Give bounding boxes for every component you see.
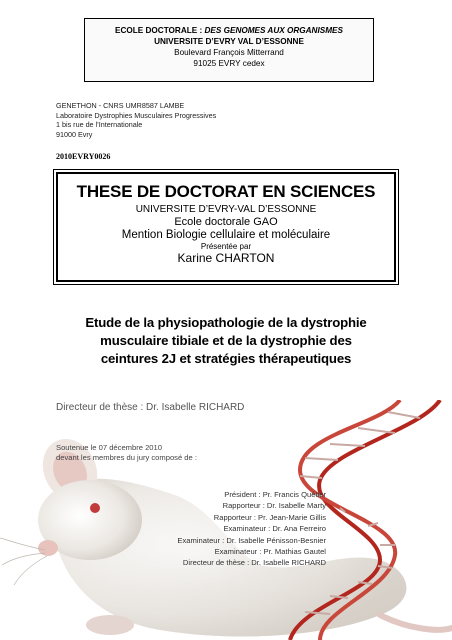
defense-jury-intro: devant les membres du jury composé de : [56, 453, 197, 462]
lab-line: 1 bis rue de l’Internationale [56, 120, 143, 130]
thesis-ecole: Ecole doctorale GAO [174, 216, 278, 228]
lab-line: Laboratoire Dystrophies Musculaires Progressives [56, 110, 217, 120]
thesis-director: Directeur de thèse : Dr. Isabelle RICHARD [56, 402, 245, 413]
defense-date: Soutenue le 07 décembre 2010 [56, 443, 162, 452]
lab-line: 91000 Evry [56, 129, 93, 139]
school-line [85, 25, 373, 36]
school-name: DES GENOMES AUX ORGANISMES [204, 26, 343, 35]
jury-member: Rapporteur : Dr. Isabelle Marty [222, 501, 326, 511]
thesis-mention: Mention Biologie cellulaire et moléculaire [121, 229, 331, 241]
school-prefix: ECOLE DOCTORALE : [115, 26, 205, 35]
thesis-title [56, 314, 396, 368]
defense-info [56, 443, 197, 463]
jury-member: Rapporteur : Pr. Jean-Marie Gillis [213, 512, 326, 522]
jury-member: Examinateur : Dr. Isabelle Pénisson-Besnier [177, 535, 326, 545]
university-name: UNIVERSITE D’EVRY VAL D’ESSONNE [154, 37, 304, 46]
thesis-degree-title: THESE DE DOCTORAT EN SCIENCES [76, 182, 376, 201]
thesis-code: 2010EVRY0026 [56, 152, 111, 161]
jury-member: Examinateur : Dr. Ana Ferreiro [223, 524, 326, 534]
lab-address [56, 101, 216, 139]
doctoral-school-header [84, 18, 374, 82]
jury-member: Directeur de thèse : Dr. Isabelle RICHARD [182, 558, 326, 568]
school-city: 91025 EVRY cedex [193, 59, 265, 68]
thesis-title-line: Etude de la physiopathologie de la dystrophie [85, 315, 367, 330]
thesis-title-line: ceintures 2J et stratégies thérapeutiques [100, 351, 352, 366]
lab-line: GENETHON - CNRS UMR8587 LAMBE [56, 101, 185, 110]
author-name: Karine CHARTON [177, 251, 275, 265]
jury-member: Président : Pr. Francis Quétier [224, 490, 326, 499]
jury-list [56, 489, 326, 569]
thesis-info-box [56, 172, 396, 282]
thesis-university: UNIVERSITE D’EVRY-VAL D’ESSONNE [135, 204, 317, 215]
presented-by-label: Présentée par [200, 242, 252, 251]
thesis-title-line: musculaire tibiale et de la dystrophie des [100, 333, 352, 348]
jury-member: Examinateur : Pr. Mathias Gautel [214, 547, 326, 557]
school-street: Boulevard François Mitterrand [174, 48, 284, 57]
